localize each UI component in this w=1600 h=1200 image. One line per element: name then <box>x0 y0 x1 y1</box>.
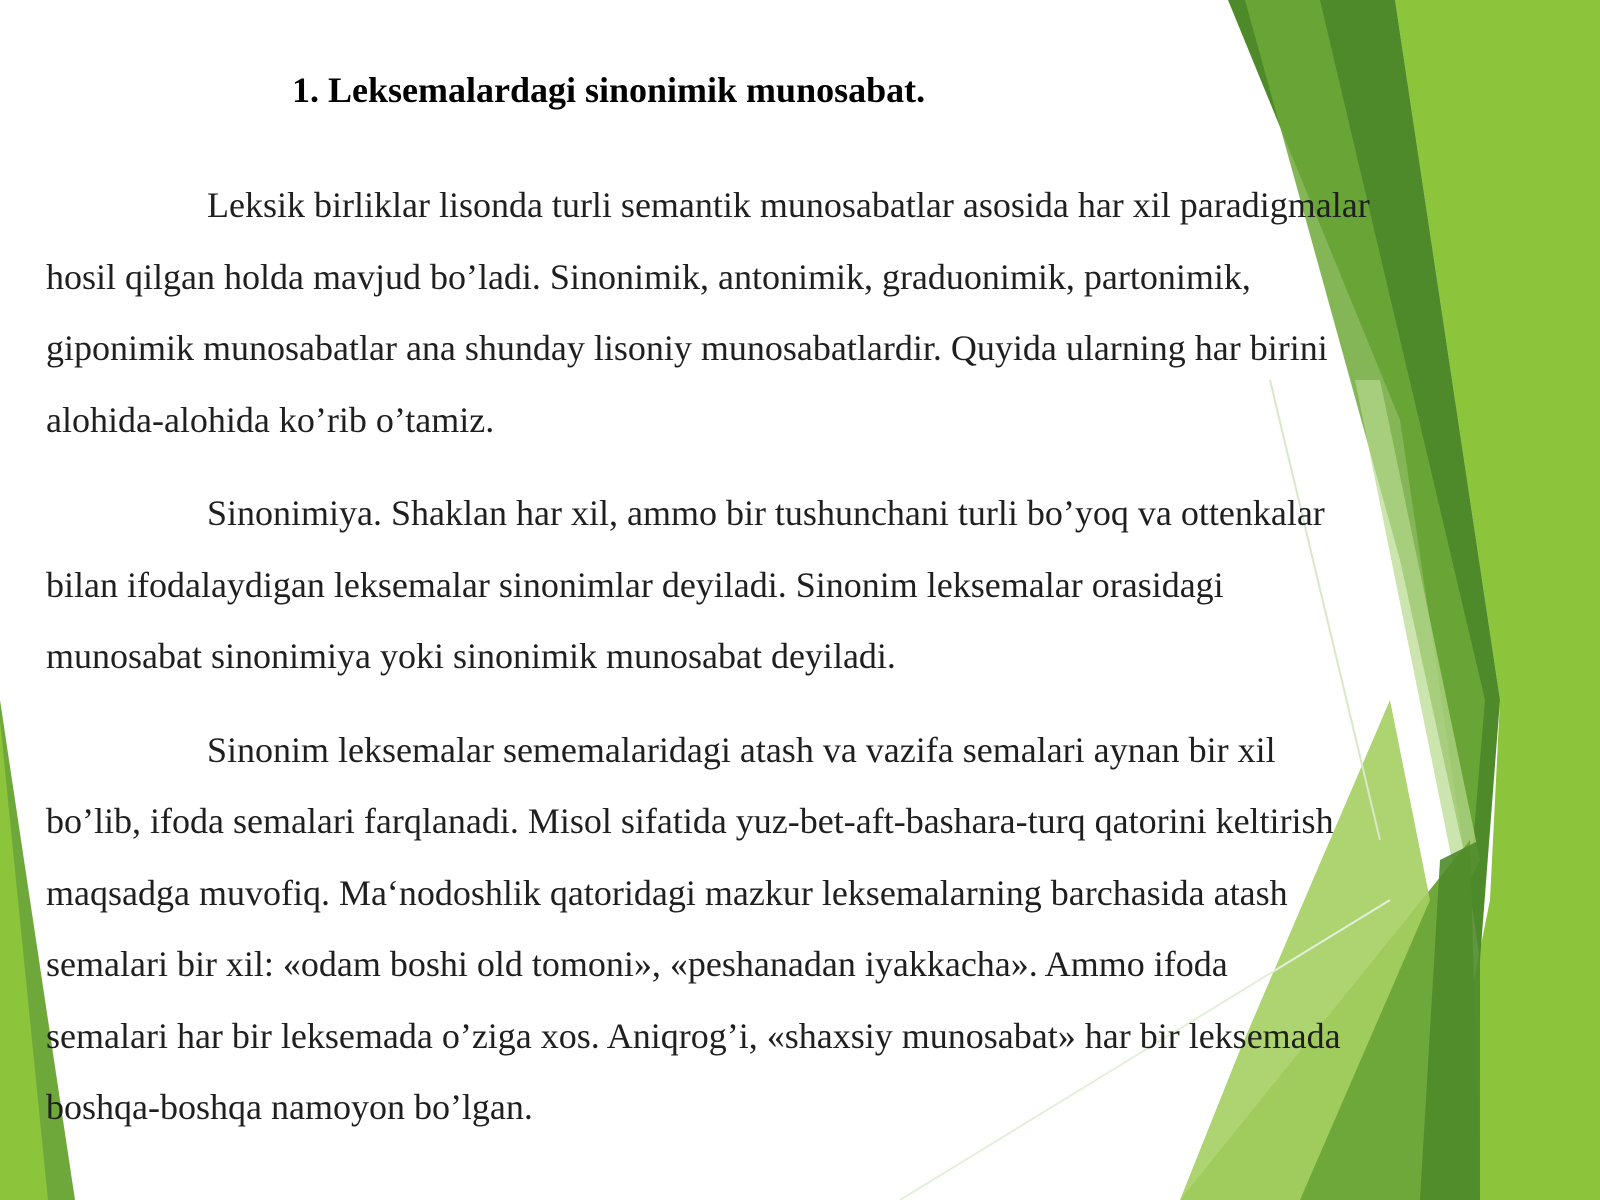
paragraph-line: alohida-alohida ko’rib o’tamiz. <box>46 399 495 440</box>
paragraph-line: Sinonimiya. Shaklan har xil, ammo bir tushunchani turli bo’yoq va ottenkalar <box>207 493 1325 533</box>
paragraph-line: Leksik birliklar lisonda turli semantik munosabatlar asosida har xil paradigmalar <box>207 185 1370 225</box>
paragraph-line: giponimik munosabatlar ana shunday lisoniy munosabatlardir. Quyida ularning har birini <box>46 328 1328 368</box>
paragraph-3 <box>46 715 1506 1144</box>
paragraph-line: semalari bir xil: «odam boshi old tomoni», «peshanadan iyakkacha». Ammo ifoda <box>46 944 1228 984</box>
paragraph-line: bilan ifodalaydigan leksemalar sinonimlar deyiladi. Sinonim leksemalar orasidagi <box>46 564 1224 605</box>
paragraph-line: hosil qilgan holda mavjud bo’ladi. Sinonimik, antonimik, graduonimik, partonimik, <box>46 256 1251 297</box>
slide-body <box>46 170 1506 1166</box>
paragraph-2 <box>46 478 1506 693</box>
paragraph-line: Sinonim leksemalar sememalaridagi atash va vazifa semalari aynan bir xil <box>207 729 1276 770</box>
paragraph-1 <box>46 170 1506 456</box>
paragraph-line: munosabat sinonimiya yoki sinonimik munosabat deyiladi. <box>46 636 896 676</box>
paragraph-line: semalari har bir leksemada o’ziga xos. Aniqrog’i, «shaxsiy munosabat» har bir leksemada <box>46 1015 1341 1056</box>
paragraph-line: maqsadga muvofiq. Ma‘nodoshlik qatoridagi mazkur leksemalarning barchasida atash <box>46 872 1288 913</box>
paragraph-line: boshqa-boshqa namoyon bo’lgan. <box>46 1087 533 1127</box>
decor-left-light <box>0 720 48 1200</box>
paragraph-line: bo’lib, ifoda semalari farqlanadi. Misol sifatida yuz-bet-aft-bashara-turq qatorini keltirish <box>46 801 1334 841</box>
slide-title: 1. Leksemalardagi sinonimik munosabat. <box>292 70 926 110</box>
